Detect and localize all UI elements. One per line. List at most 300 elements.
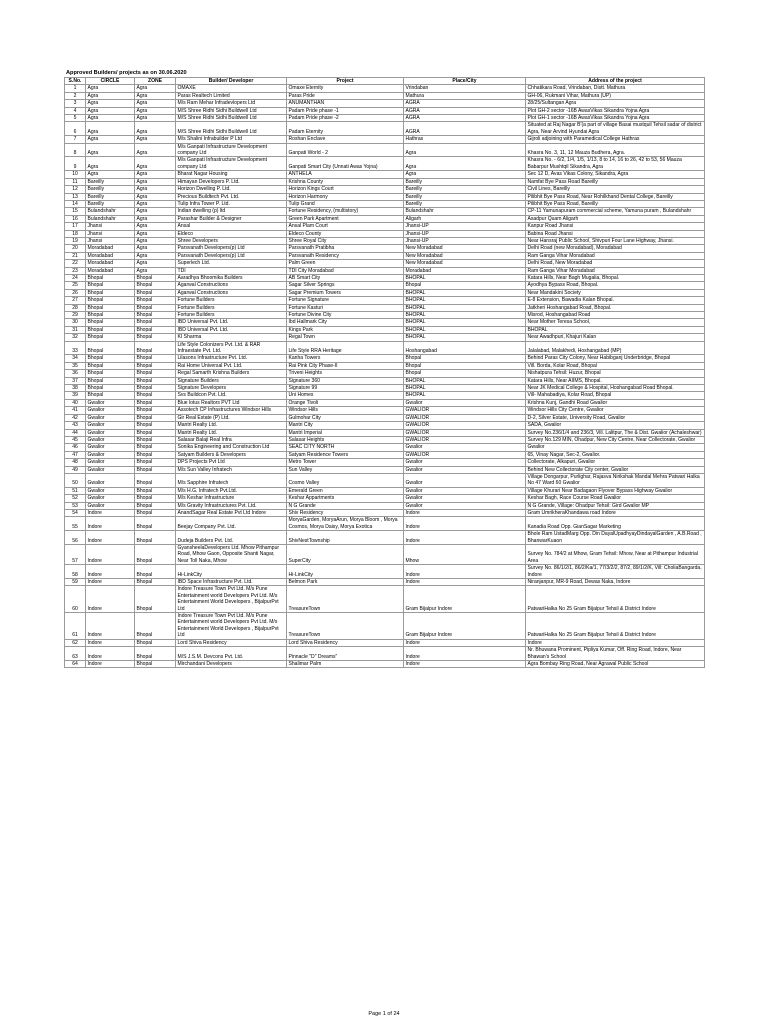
cell-address: Jatkheri Hoshangabad Road, Bhopal. xyxy=(526,304,705,311)
cell-zone: Agra xyxy=(135,267,176,274)
cell-zone: Agra xyxy=(135,171,176,178)
cell-circle: Agra xyxy=(86,171,135,178)
table-row xyxy=(65,451,705,458)
cell-address: Gwalior xyxy=(526,444,705,451)
cell-address: Survey No. 86/1/2/1, 86/2/Ka/1, 77/3/2/2, 87/2, 89/1/2/K, Vill: CholiaBangarda, Indore xyxy=(526,565,705,579)
cell-builder: M/s Shalini Infrabuilder P Ltd xyxy=(176,136,287,143)
cell-address: Plot GH-2 sector -16B AwasVikas Sikandra Yojna Agra xyxy=(526,107,705,114)
table-row xyxy=(65,260,705,267)
cell-sno: 30 xyxy=(65,319,86,326)
cell-circle: Bhopal xyxy=(86,319,135,326)
cell-place: AGRA xyxy=(404,122,526,136)
cell-sno: 52 xyxy=(65,495,86,502)
cell-circle: Agra xyxy=(86,107,135,114)
cell-circle: Gwalior xyxy=(86,429,135,436)
cell-sno: 60 xyxy=(65,586,86,613)
table-row xyxy=(65,319,705,326)
table-row xyxy=(65,545,705,565)
cell-place: Indore xyxy=(404,579,526,586)
cell-sno: 37 xyxy=(65,377,86,384)
cell-project: Ibd Hallmark City xyxy=(287,319,404,326)
cell-sno: 34 xyxy=(65,355,86,362)
cell-builder: M/s Ram Mehar Infradevlopers Ltd xyxy=(176,100,287,107)
cell-zone: Bhopal xyxy=(135,274,176,281)
table-row xyxy=(65,289,705,296)
cell-sno: 20 xyxy=(65,245,86,252)
cell-project: Shree Royal City xyxy=(287,237,404,244)
cell-place: GWALIOR xyxy=(404,436,526,443)
cell-zone: Bhopal xyxy=(135,647,176,661)
cell-address: Katara Hills, Near Bagh Mugalia, Bhopal. xyxy=(526,274,705,281)
table-row xyxy=(65,282,705,289)
cell-circle: Agra xyxy=(86,100,135,107)
cell-zone: Agra xyxy=(135,85,176,92)
cell-builder: Aaradhya Bhoomika Builders xyxy=(176,274,287,281)
cell-builder: M/S Shree Ridhi Sidhi Buildwell Ltd xyxy=(176,122,287,136)
cell-zone: Bhopal xyxy=(135,341,176,355)
cell-address: Jalalabad, Malakhedi, Hoshangabad (MP) xyxy=(526,341,705,355)
cell-place: Bhopal xyxy=(404,362,526,369)
cell-project: Life Style RRA Heritage xyxy=(287,341,404,355)
cell-address: E-8 Extension, Bawadia Kalan Bhopal. xyxy=(526,297,705,304)
cell-circle: Jhansi xyxy=(86,230,135,237)
cell-circle: Indore xyxy=(86,579,135,586)
cell-project: Hi-LinkCity xyxy=(287,565,404,579)
cell-circle: Bhopal xyxy=(86,370,135,377)
cell-address: Niranjanpur, MR-9 Road, Dewas Naka, Indore xyxy=(526,579,705,586)
table-row xyxy=(65,326,705,333)
cell-builder: Fortune Builders xyxy=(176,304,287,311)
cell-zone: Bhopal xyxy=(135,531,176,545)
cell-circle: Agra xyxy=(86,143,135,157)
cell-zone: Bhopal xyxy=(135,289,176,296)
cell-place: Jhansi-UP xyxy=(404,223,526,230)
cell-zone: Bhopal xyxy=(135,334,176,341)
cell-zone: Bhopal xyxy=(135,385,176,392)
cell-project: Sagar Premium Towers xyxy=(287,289,404,296)
header-builder: Builder/ Developer xyxy=(176,78,287,85)
cell-sno: 48 xyxy=(65,459,86,466)
cell-builder: IBD Universal Pvt. Ltd. xyxy=(176,326,287,333)
cell-zone: Agra xyxy=(135,178,176,185)
cell-zone: Bhopal xyxy=(135,436,176,443)
cell-sno: 61 xyxy=(65,613,86,640)
cell-circle: Indore xyxy=(86,509,135,516)
table-body xyxy=(65,85,705,668)
cell-zone: Agra xyxy=(135,245,176,252)
cell-place: BHOPAL xyxy=(404,319,526,326)
cell-sno: 1 xyxy=(65,85,86,92)
cell-sno: 16 xyxy=(65,215,86,222)
cell-place: Agra xyxy=(404,157,526,171)
cell-address: Misrod, Hoshangabad Road xyxy=(526,312,705,319)
cell-builder: Indore Treasure Town Pvt Ltd. M/s Pune Entertainment world Developers Pvt Ltd. M/s Entertainment World Developers , BijalpurPvt Ltd xyxy=(176,586,287,613)
cell-place: Indore xyxy=(404,517,526,531)
cell-sno: 51 xyxy=(65,487,86,494)
cell-project: Kings Park xyxy=(287,326,404,333)
cell-zone: Bhopal xyxy=(135,466,176,473)
cell-zone: Agra xyxy=(135,260,176,267)
cell-address: Khasra No. - 6/2, 1/4, 1/5, 1/13, 8 to 14, 16 to 26, 42 to 53, 56 Mauza Babarpur Mushtqil Sikandra, Agra xyxy=(526,157,705,171)
table-row xyxy=(65,157,705,171)
cell-sno: 50 xyxy=(65,473,86,487)
cell-zone: Bhopal xyxy=(135,444,176,451)
cell-builder: Regal Samarth Krishna Builders xyxy=(176,370,287,377)
cell-builder: Lord Shiva Residency xyxy=(176,639,287,646)
cell-place: Bulandshahr xyxy=(404,208,526,215)
table-row xyxy=(65,304,705,311)
table-row xyxy=(65,613,705,640)
cell-address: Near Mother Teresa School, xyxy=(526,319,705,326)
cell-project: Regal Town xyxy=(287,334,404,341)
cell-zone: Bhopal xyxy=(135,370,176,377)
cell-circle: Indore xyxy=(86,660,135,667)
cell-circle: Bareilly xyxy=(86,193,135,200)
cell-builder: Paras Realtech Limited xyxy=(176,92,287,99)
cell-project: Signature 360 xyxy=(287,377,404,384)
cell-circle: Moradabad xyxy=(86,252,135,259)
cell-circle: Indore xyxy=(86,639,135,646)
cell-address: Pilibhit Bye Pass Road, Near Rohilkhand Dental College, Bareilly xyxy=(526,193,705,200)
cell-zone: Agra xyxy=(135,252,176,259)
cell-circle: Agra xyxy=(86,115,135,122)
cell-builder: IBD Universal Pvt. Ltd. xyxy=(176,319,287,326)
cell-zone: Agra xyxy=(135,237,176,244)
cell-zone: Bhopal xyxy=(135,660,176,667)
cell-place: Gwalior xyxy=(404,473,526,487)
cell-project: Omaxe Eternity xyxy=(287,85,404,92)
table-row xyxy=(65,639,705,646)
cell-circle: Gwalior xyxy=(86,407,135,414)
cell-project: Lord Shiva Residency xyxy=(287,639,404,646)
cell-project: Horizon Kings Court xyxy=(287,186,404,193)
cell-project: Satyam Residence Towers xyxy=(287,451,404,458)
cell-sno: 33 xyxy=(65,341,86,355)
cell-place: AGRA xyxy=(404,115,526,122)
table-row xyxy=(65,565,705,579)
cell-address: Delhi Road (new Moradabad), Moradabad xyxy=(526,245,705,252)
cell-zone: Bhopal xyxy=(135,377,176,384)
cell-address: Windsor Hills City Centre, Gwalior xyxy=(526,407,705,414)
cell-circle: Gwalior xyxy=(86,436,135,443)
cell-address: Gram UmrikheraKhandawa road Indore xyxy=(526,509,705,516)
cell-sno: 9 xyxy=(65,157,86,171)
cell-zone: Bhopal xyxy=(135,565,176,579)
cell-sno: 27 xyxy=(65,297,86,304)
cell-project: Triveni Heights xyxy=(287,370,404,377)
cell-builder: Parsvanath Developers(p) Ltd xyxy=(176,245,287,252)
cell-zone: Bhopal xyxy=(135,414,176,421)
cell-sno: 36 xyxy=(65,370,86,377)
cell-zone: Agra xyxy=(135,186,176,193)
cell-place: Bhopal xyxy=(404,282,526,289)
cell-address: Kanadia Road Opp. GianSagar Marketing xyxy=(526,517,705,531)
table-row xyxy=(65,422,705,429)
table-row xyxy=(65,312,705,319)
table-row xyxy=(65,171,705,178)
cell-zone: Agra xyxy=(135,200,176,207)
cell-address: Near JK Medical College & Hospital, Hoshangabad Road Bhopal. xyxy=(526,385,705,392)
cell-project: Eldeco County xyxy=(287,230,404,237)
cell-zone: Agra xyxy=(135,157,176,171)
cell-sno: 25 xyxy=(65,282,86,289)
cell-place: BHOPAL xyxy=(404,312,526,319)
cell-place: GWALIOR xyxy=(404,451,526,458)
cell-circle: Moradabad xyxy=(86,267,135,274)
cell-project: AB Smart City xyxy=(287,274,404,281)
cell-address: Survey No.236/1/4 and 236/3, Vill. Lalitpur, The & Dist. Gwalior (Achaleshwar) xyxy=(526,429,705,436)
table-row xyxy=(65,223,705,230)
cell-place: AGRA xyxy=(404,100,526,107)
cell-place: Vrindaban xyxy=(404,85,526,92)
cell-builder: DPS Projects Pvt Ltd xyxy=(176,459,287,466)
table-row xyxy=(65,230,705,237)
cell-circle: Agra xyxy=(86,92,135,99)
cell-circle: Bhopal xyxy=(86,341,135,355)
cell-project: Palm Green xyxy=(287,260,404,267)
cell-address: Village Khurari Near Badagaon Flyover Bypass Highway Gwalior xyxy=(526,487,705,494)
cell-address: CP-11 Yamunapuram commercial scheme, Yamuna puram , Bulandshahr xyxy=(526,208,705,215)
cell-zone: Bhopal xyxy=(135,355,176,362)
cell-zone: Agra xyxy=(135,208,176,215)
cell-circle: Gwalior xyxy=(86,487,135,494)
cell-builder: Parashar Builder & Designer xyxy=(176,215,287,222)
cell-builder: Fortune Builders xyxy=(176,297,287,304)
cell-sno: 49 xyxy=(65,466,86,473)
header-place: Place/City xyxy=(404,78,526,85)
cell-zone: Bhopal xyxy=(135,429,176,436)
cell-sno: 24 xyxy=(65,274,86,281)
cell-zone: Bhopal xyxy=(135,487,176,494)
cell-sno: 31 xyxy=(65,326,86,333)
table-row xyxy=(65,466,705,473)
cell-zone: Bhopal xyxy=(135,517,176,531)
cell-zone: Agra xyxy=(135,143,176,157)
cell-builder: KI Sharma xyxy=(176,334,287,341)
cell-project: Shalimar Palm xyxy=(287,660,404,667)
table-row xyxy=(65,274,705,281)
cell-builder: Gir Real Estate (P) Ltd. xyxy=(176,414,287,421)
table-row xyxy=(65,502,705,509)
cell-project: Rai Pink City Phase-II xyxy=(287,362,404,369)
cell-project: SEAC CITY NORTH xyxy=(287,444,404,451)
cell-project: Gulmohar City xyxy=(287,414,404,421)
cell-circle: Bhopal xyxy=(86,334,135,341)
cell-address: Vill- Mahabadiya, Kolar Road, Bhopal xyxy=(526,392,705,399)
cell-zone: Agra xyxy=(135,100,176,107)
cell-builder: Dudeja Builders Pvt. Ltd. xyxy=(176,531,287,545)
cell-circle: Bhopal xyxy=(86,312,135,319)
cell-address: Babina Road Jhansi xyxy=(526,230,705,237)
cell-address: PatwariHalka No 25 Gram Bijalpur Tehsil & District Indore xyxy=(526,613,705,640)
cell-circle: Jhansi xyxy=(86,223,135,230)
cell-place: BHOPAL xyxy=(404,289,526,296)
cell-address: Pilibhit Bye Pass Road, Bareilly xyxy=(526,200,705,207)
cell-sno: 13 xyxy=(65,193,86,200)
cell-project: Orange Tivoli xyxy=(287,399,404,406)
cell-zone: Bhopal xyxy=(135,312,176,319)
cell-circle: Indore xyxy=(86,517,135,531)
table-row xyxy=(65,143,705,157)
cell-circle: Gwalior xyxy=(86,495,135,502)
cell-circle: Moradabad xyxy=(86,245,135,252)
cell-place: Bareilly xyxy=(404,178,526,185)
cell-zone: Agra xyxy=(135,193,176,200)
cell-circle: Bhopal xyxy=(86,377,135,384)
cell-place: Bhopal xyxy=(404,355,526,362)
cell-address: Near Hansraj Public School, Shivpuri Four Lane Highway, Jhansi. xyxy=(526,237,705,244)
cell-builder: Fortune Builders xyxy=(176,312,287,319)
cell-circle: Bhopal xyxy=(86,392,135,399)
cell-circle: Gwalior xyxy=(86,451,135,458)
cell-project: Tulip Grand xyxy=(287,200,404,207)
cell-place: Bareilly xyxy=(404,200,526,207)
table-row xyxy=(65,178,705,185)
cell-place: New Moradabad xyxy=(404,252,526,259)
cell-sno: 41 xyxy=(65,407,86,414)
cell-zone: Agra xyxy=(135,107,176,114)
cell-place: Jhansi-UP xyxy=(404,237,526,244)
cell-circle: Indore xyxy=(86,586,135,613)
cell-builder: Lilasons Infrastructure Pvt. Ltd. xyxy=(176,355,287,362)
cell-builder: Tulip Infra Tower P. Ltd. xyxy=(176,200,287,207)
cell-circle: Bareilly xyxy=(86,178,135,185)
cell-project: Ganpati World - 2 xyxy=(287,143,404,157)
cell-place: Aligarh xyxy=(404,215,526,222)
cell-project: Cosmo Valley xyxy=(287,473,404,487)
cell-place: Gwalior xyxy=(404,444,526,451)
cell-zone: Bhopal xyxy=(135,422,176,429)
cell-address: Vill. Borda, Kolar Road, Bhopal xyxy=(526,362,705,369)
cell-place: GWALIOR xyxy=(404,422,526,429)
cell-builder: Mantri Realty Ltd. xyxy=(176,422,287,429)
cell-address: 28/25/Sultangan Agra xyxy=(526,100,705,107)
table-row xyxy=(65,100,705,107)
cell-address: Civil Lines, Bareilly xyxy=(526,186,705,193)
cell-project: Padam Pride phase -1 xyxy=(287,107,404,114)
cell-zone: Bhopal xyxy=(135,459,176,466)
cell-project: Uni Homes xyxy=(287,392,404,399)
cell-place: BHOPAL xyxy=(404,304,526,311)
table-row xyxy=(65,252,705,259)
document-title: Approved Builders/ projects as on 30.06.2020 xyxy=(66,70,187,76)
cell-project: Fortune Signature xyxy=(287,297,404,304)
cell-address: Village Dongarpur, Purlighar, Rajasva Nirikshak Mandal Mehra Patwari Halka No 47 Ward 60 Gwalior xyxy=(526,473,705,487)
table-row xyxy=(65,473,705,487)
cell-project: Ganpati Smart City (Unnati Awas Yojna) xyxy=(287,157,404,171)
cell-sno: 21 xyxy=(65,252,86,259)
table-row xyxy=(65,115,705,122)
cell-sno: 18 xyxy=(65,230,86,237)
cell-circle: Bulandshahr xyxy=(86,215,135,222)
cell-project: N G Grande xyxy=(287,502,404,509)
cell-place: Gwalior xyxy=(404,459,526,466)
cell-circle: Bareilly xyxy=(86,200,135,207)
cell-builder: Signature Developers xyxy=(176,385,287,392)
cell-place: Jhansi-UP xyxy=(404,230,526,237)
cell-circle: Agra xyxy=(86,85,135,92)
cell-sno: 57 xyxy=(65,545,86,565)
cell-address: Chhatikara Road, Vrindaban, Distt. Mathura xyxy=(526,85,705,92)
header-sno: S.No. xyxy=(65,78,86,85)
cell-place: BHOPAL xyxy=(404,326,526,333)
cell-circle: Agra xyxy=(86,122,135,136)
cell-circle: Bhopal xyxy=(86,304,135,311)
cell-zone: Agra xyxy=(135,115,176,122)
cell-builder: M/s Ganpati Infrastructure Development company Ltd xyxy=(176,157,287,171)
cell-project: TreasureTown xyxy=(287,613,404,640)
cell-address: 65, Vinay Nagar, Sec-2, Gwalior. xyxy=(526,451,705,458)
cell-circle: Bhopal xyxy=(86,297,135,304)
cell-zone: Agra xyxy=(135,223,176,230)
cell-builder: Rai Home Universal Pvt. Ltd. xyxy=(176,362,287,369)
table-row xyxy=(65,495,705,502)
cell-zone: Bhopal xyxy=(135,297,176,304)
cell-address: Asadpur Quam Aligarh xyxy=(526,215,705,222)
cell-sno: 14 xyxy=(65,200,86,207)
table-row xyxy=(65,215,705,222)
cell-address: Agra Bombay Ring Road, Near Agrawal Public School xyxy=(526,660,705,667)
cell-project: Roshan Enclave xyxy=(287,136,404,143)
table-row xyxy=(65,509,705,516)
cell-place: Indore xyxy=(404,509,526,516)
table-row xyxy=(65,355,705,362)
table-row xyxy=(65,245,705,252)
cell-circle: Gwalior xyxy=(86,473,135,487)
cell-sno: 63 xyxy=(65,647,86,661)
cell-address: Indore xyxy=(526,639,705,646)
cell-place: GWALIOR xyxy=(404,429,526,436)
table-row xyxy=(65,92,705,99)
cell-place: BHOPAL xyxy=(404,334,526,341)
cell-project: Padam Pride phase -2 xyxy=(287,115,404,122)
cell-project: Fortune Divine City xyxy=(287,312,404,319)
cell-place: Hathras xyxy=(404,136,526,143)
cell-sno: 19 xyxy=(65,237,86,244)
cell-zone: Bhopal xyxy=(135,509,176,516)
table-row xyxy=(65,297,705,304)
cell-builder: Agarwal Constructions xyxy=(176,282,287,289)
cell-sno: 45 xyxy=(65,436,86,443)
cell-zone: Agra xyxy=(135,92,176,99)
cell-place: Agra xyxy=(404,171,526,178)
cell-zone: Agra xyxy=(135,230,176,237)
table-row xyxy=(65,586,705,613)
cell-sno: 17 xyxy=(65,223,86,230)
table-row xyxy=(65,200,705,207)
cell-address: Plot GH-1 sector -16B AwasVikas Sikandra Yojna Agra xyxy=(526,115,705,122)
cell-sno: 23 xyxy=(65,267,86,274)
cell-project: TDI City Moradabad xyxy=(287,267,404,274)
cell-sno: 7 xyxy=(65,136,86,143)
cell-project: Fortune Kasturi xyxy=(287,304,404,311)
cell-circle: Indore xyxy=(86,565,135,579)
cell-builder: Himayan Developers P. Ltd. xyxy=(176,178,287,185)
cell-builder: M/s H.G. Infratech Pvt.Ltd. xyxy=(176,487,287,494)
cell-builder: Ansal xyxy=(176,223,287,230)
cell-builder: Superlech Ltd. xyxy=(176,260,287,267)
cell-builder: Horizon Dwelling P. Ltd. xyxy=(176,186,287,193)
header-circle: CIRCLE xyxy=(86,78,135,85)
table-row xyxy=(65,647,705,661)
cell-place: Gwalior xyxy=(404,487,526,494)
cell-project: Pinnacle "D" Dreams" xyxy=(287,647,404,661)
table-row xyxy=(65,429,705,436)
cell-builder: Bharat Nagar Housing xyxy=(176,171,287,178)
table-row xyxy=(65,193,705,200)
cell-place: Indore xyxy=(404,660,526,667)
cell-address: Situated at Raj Nagar B'(a part of village Basai mustquil Tehsil sadar of district Agra, Near Arvind Hyundai Agra xyxy=(526,122,705,136)
